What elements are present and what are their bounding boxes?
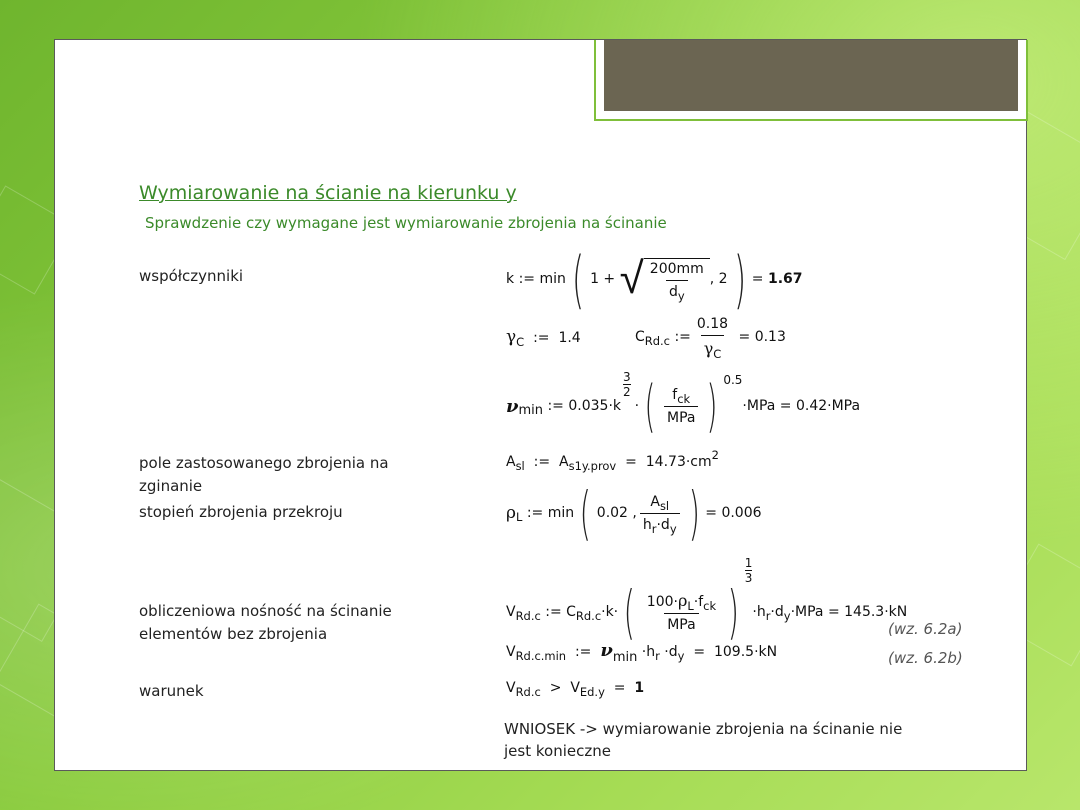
section-subheading: Sprawdzenie czy wymagane jest wymiarowanie zbrojenia na ścinanie (145, 214, 667, 232)
paren-close: ) (706, 373, 718, 439)
formula-rho: ρ L := min ( 0.02 , $\frac{A_{sl}}{h_r\cdot d_y}$ ) = 0.006 (506, 479, 762, 547)
formula-vmin: ν min := 0.035 · k 3 2 · ( $\frac{f_{ck}}{\text{MPa}}$ ) 0.5 ·MPa = 0.42·MPa (506, 369, 861, 439)
formula-vrdc: V Rd.c := C Rd.c ·k· ( $\frac{100\cdot\rho_L\cdot f_{ck}}{\text{MPa}}$ ) 1 3 ·h r ·d y ·MPa = 145.3·kN (506, 555, 908, 646)
formula-gamma-c: $\gamma_C$ := 1.4 (506, 327, 581, 350)
formula-crdc: C Rd.c := $\frac{0.18}{\gamma_C}$ = 0.13 (635, 316, 786, 362)
fraction-numerator: 200mm (649, 261, 704, 277)
formula-condition: $V_{Rd.c} > V_{Ed.y} = 1$ (506, 680, 645, 700)
label-area-line1: pole zastosowanego zbrojenia na (139, 454, 389, 472)
slide-content (54, 39, 1027, 771)
exponent-fraction: 3 2 (623, 369, 631, 399)
fraction: $\frac{A_{sl}}{h_r\cdot d_y}$ (640, 494, 680, 533)
label-capacity-line1: obliczeniowa nośność na ścinanie (139, 602, 392, 620)
formula-asl: $A_{sl}$ := $A_{s1y.prov} = 14.73\cdot cm^2$ (506, 448, 719, 474)
paren-close: ) (688, 479, 700, 547)
formula-k-lhs: k (506, 271, 515, 287)
paren-open: ( (623, 578, 636, 646)
formula-k-fn: min (539, 271, 566, 287)
label-capacity-line2: elementów bez zbrojenia (139, 625, 328, 643)
title-box-fill (604, 40, 1018, 111)
paren-close: ) (733, 242, 746, 316)
sqrt-sign (620, 254, 710, 304)
fraction: $\frac{0.18}{\gamma_C}$ (696, 316, 729, 362)
label-ratio: stopień zbrojenia przekroju (139, 503, 343, 521)
radicand (644, 258, 710, 304)
fraction (647, 261, 707, 304)
label-condition: warunek (139, 682, 204, 700)
reference-6-2b: (wz. 6.2b) (888, 649, 963, 667)
formula-vrdcmin: $V_{Rd.c.min}$ := $\nu\min \cdot h_r \cdot d_y = 109.5\cdot kN$ (506, 640, 778, 665)
paren-open: ( (644, 373, 656, 439)
reference-6-2a: (wz. 6.2a) (888, 620, 963, 638)
fraction-denominator: $d_y$ (666, 280, 688, 300)
paren-close: ) (727, 578, 740, 646)
label-area-line2: zginanie (139, 477, 203, 495)
conclusion-line1: WNIOSEK -> wymiarowanie zbrojenia na ścinanie nie (504, 720, 903, 738)
label-coefficients: współczynniki (139, 267, 244, 285)
formula-k-result: 1.67 (767, 271, 803, 287)
fraction: $\frac{f_{ck}}{\text{MPa}}$ (664, 387, 698, 426)
conclusion-line2: jest konieczne (504, 742, 611, 760)
section-heading: Wymiarowanie na ścianie na kierunku y (139, 182, 517, 204)
formula-k (506, 242, 803, 316)
title-placeholder (594, 40, 1028, 121)
formula-k-one-plus: 1 + (590, 271, 616, 287)
formula-k-assign: := (518, 271, 536, 287)
fraction: $\frac{100\cdot\rho_L\cdot f_{ck}}{\text{MPa}}$ (646, 591, 717, 633)
radical-symbol: √ (619, 253, 644, 304)
exponent-fraction: 1 3 (744, 555, 753, 585)
paren-open: ( (579, 479, 592, 547)
formula-k-comma-two: , 2 (709, 271, 728, 287)
paren-open: ( (571, 242, 585, 316)
formula-k-eq: = (751, 271, 764, 287)
